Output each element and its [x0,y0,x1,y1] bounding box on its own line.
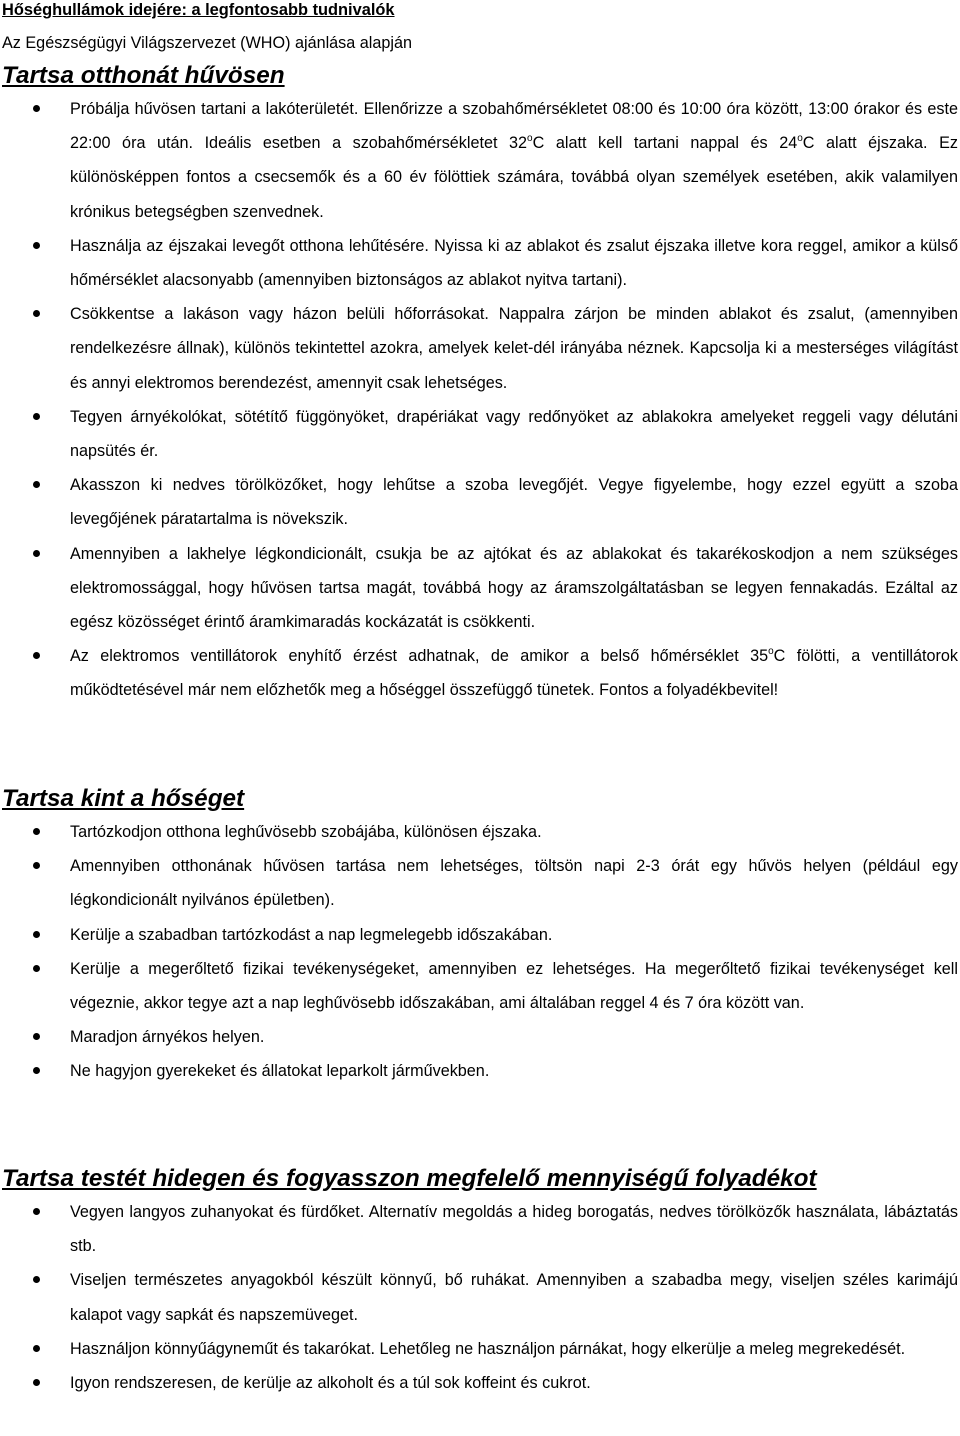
section-heading-keep-home-cool: Tartsa otthonát hűvösen [2,62,285,89]
list-item-text: Amennyiben a lakhelye légkondicionált, csukja be az ajtókat és az ablakokat és takarékoskodjon a nem szükséges elektromossággal, hogy hűvösen tartsa magát, továbbá hogy az áramszolgáltatásban se legyen fennakadás. Ezáltal az egész közösséget érintő áramkimaradás kockázatát is csökkenti. [70,544,958,632]
list-item [0,1195,960,1263]
list-item [0,1020,960,1054]
section-list-keep-home-cool [0,92,960,708]
list-item [0,537,960,640]
list-item-text: Tegyen árnyékolókat, sötétítő függönyöket, drapériákat vagy redőnyöket az ablakokra amelyeket reggeli vagy délutáni napsütés ér. [70,407,958,461]
bullet-icon [33,931,40,938]
list-item [0,1332,960,1366]
bullet-icon [33,965,40,972]
document-subtitle: Az Egészségügyi Világszervezet (WHO) ajánlása alapján [2,34,412,52]
list-item-text: Tartózkodjon otthona leghűvösebb szobájába, különösen éjszaka. [70,823,542,841]
section-list-keep-body-cool [0,1195,960,1400]
list-item [0,1366,960,1400]
bullet-icon [33,550,40,557]
list-item-text: Használja az éjszakai levegőt otthona lehűtésére. Nyissa ki az ablakot és zsalut éjszaka illetve kora reggel, amikor a külső hőmérséklet alacsonyabb (amennyiben biztonságos az ablakot nyitva tartani). [70,236,958,290]
list-item-text: Maradjon árnyékos helyen. [70,1028,265,1047]
list-item [0,1263,960,1331]
list-item [0,468,960,536]
list-item-text: Kerülje a megerőltető fizikai tevékenységeket, amennyiben ez lehetséges. Ha megerőltető fizikai tevékenységet kell végeznie, akkor tegye azt a nap leghűvösebb időszakában, ami általában reggel 4 és 7 óra között van. [70,959,958,1013]
bullet-icon [33,1067,40,1074]
list-item [0,815,960,849]
list-item-text: Vegyen langyos zuhanyokat és fürdőket. Alternatív megoldás a hideg borogatás, nedves törölközők használata, lábáztatás stb. [70,1203,958,1256]
bullet-icon [33,1033,40,1040]
bullet-icon [33,1208,40,1215]
list-item [0,229,960,297]
document-title: Hőséghullámok idejére: a legfontosabb tudnivalók [2,1,395,19]
list-item [0,92,960,229]
list-item [0,297,960,400]
section-heading-keep-heat-out: Tartsa kint a hőséget [2,785,245,812]
bullet-icon [33,481,40,488]
bullet-icon [33,1276,40,1283]
list-item-text: Ne hagyjon gyerekeket és állatokat leparkolt járművekben. [70,1062,490,1081]
list-item-text: Akasszon ki nedves törölközőket, hogy lehűtse a szoba levegőjét. Vegye figyelembe, hogy ezzel együtt a szoba levegőjének páratartalma is növekszik. [70,476,958,529]
bullet-icon [33,652,40,659]
bullet-icon [33,1345,40,1352]
list-item [0,400,960,468]
list-item-text: Használjon könnyűágyneműt és takarókat. Lehetőleg ne használjon párnákat, hogy elkerülje a meleg megrekedését. [70,1339,906,1358]
list-item-text: Csökkentse a lakáson vagy házon belüli hőforrásokat. Nappalra zárjon be minden ablakot és zsalut, (amennyiben rendelkezésre állnak), különös tekintettel azokra, amelyek kelet-dél irányába néznek. Kapcsolja ki a mesterséges világítást és annyi elektromos berendezést, amennyit csak lehetséges. [70,305,958,392]
bullet-icon [33,242,40,249]
bullet-icon [33,1379,40,1386]
list-item-text: Igyon rendszeresen, de kerülje az alkoholt és a túl sok koffeint és cukrot. [70,1374,591,1393]
section-heading-keep-body-cool: Tartsa testét hidegen és fogyasszon megfelelő mennyiségű folyadékot [2,1165,817,1192]
bullet-icon [33,828,40,835]
bullet-icon [33,413,40,420]
bullet-icon [33,862,40,869]
bullet-icon [33,105,40,112]
list-item-text: Kerülje a szabadban tartózkodást a nap legmelegebb időszakában. [70,925,553,944]
list-item-text: Az elektromos ventillátorok enyhítő érzést adhatnak, de amikor a belső hőmérséklet 35$^o$C fölötti, a ventillátorok működtetésével már nem előzhetők meg a hőséggel összefüggő tünetek. Fontos a folyadékbevitel! [70,646,958,700]
list-item-text: Viseljen természetes anyagokból készült könnyű, bő ruhákat. Amennyiben a szabadba megy, viseljen széles karimájú kalapot vagy sapkát és napszemüveget. [70,1271,958,1324]
list-item-text: Amennyiben otthonának hűvösen tartása nem lehetséges, töltsön napi 2-3 órát egy hűvös helyen (például egy légkondicionált nyilvános épületben). [70,857,958,910]
section-list-keep-heat-out [0,815,960,1089]
list-item [0,849,960,917]
list-item [0,1054,960,1088]
bullet-icon [33,310,40,317]
list-item [0,952,960,1020]
list-item-text: Próbálja hűvösen tartani a lakóterületét. Ellenőrizze a szobahőmérsékletet 08:00 és 10:00 óra között, 13:00 órakor és este 22:00 óra után. Ideális esetben a szobahőmérsékletet 32$^o$C alatt kell tartani nappal és 24$^o$C alatt éjszaka. Ez különösképpen fontos a csecsemők és a 60 év fölöttiek számára, továbbá olyan személyek esetében, akik valamilyen krónikus betegségben szenvednek. [70,100,958,221]
list-item [0,639,960,707]
list-item [0,918,960,952]
